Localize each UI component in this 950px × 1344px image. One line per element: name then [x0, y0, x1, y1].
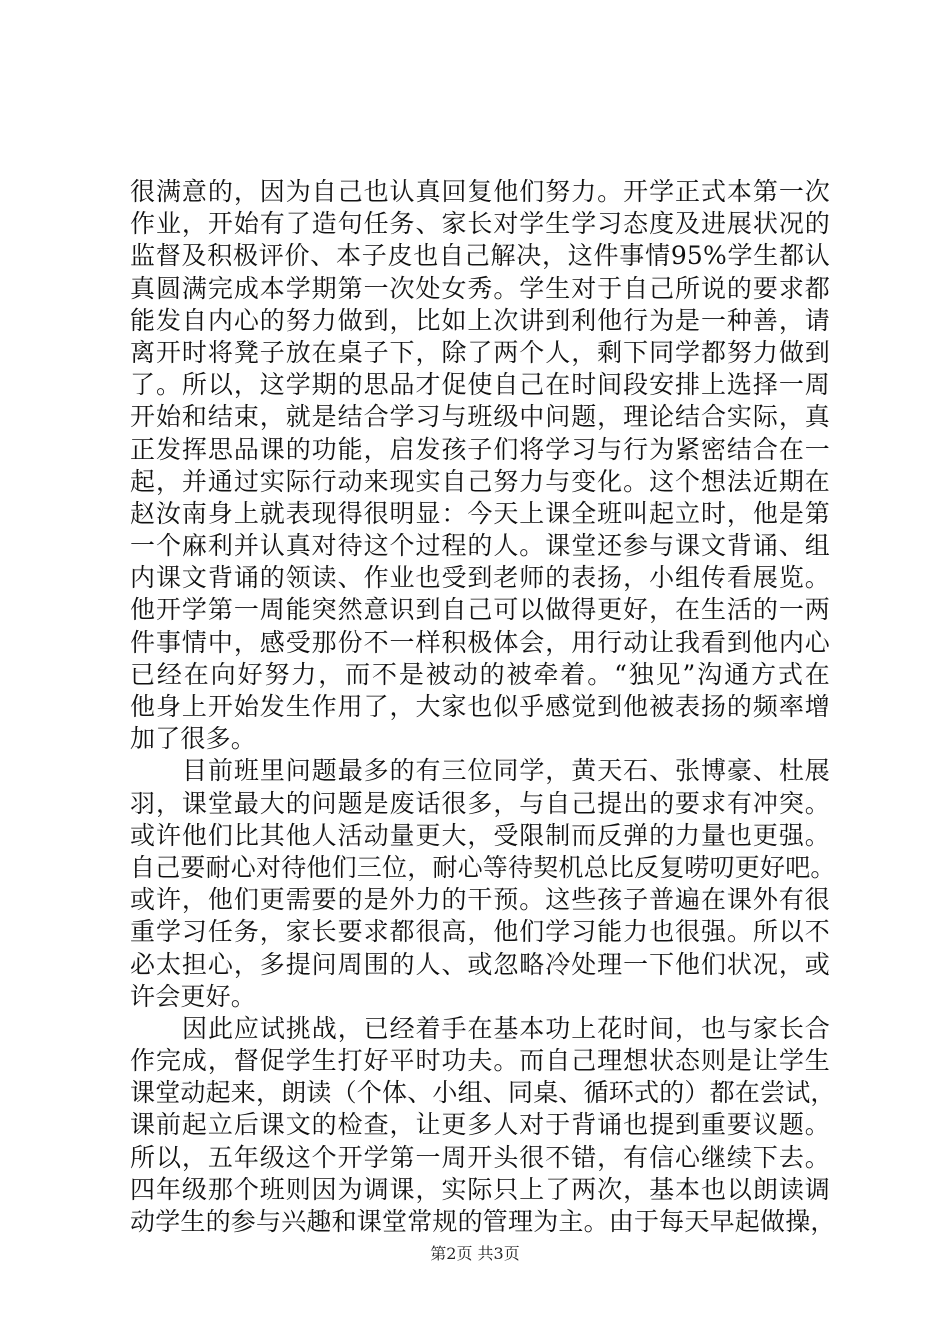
text-line: 他开学第一周能突然意识到自己可以做得更好，在生活的一两	[130, 595, 830, 625]
paragraph-start-line: 因此应试挑战，已经着手在基本功上花时间，也与家长合	[182, 1013, 830, 1043]
text-line: 一个麻利并认真对待这个过程的人。课堂还参与课文背诵、组	[130, 531, 830, 561]
text-line: 赵汝南身上就表现得很明显：今天上课全班叫起立时，他是第	[130, 498, 830, 528]
page-number-footer: 第2页 共3页	[430, 1244, 520, 1263]
text-line: 羽，课堂最大的问题是废话很多，与自己提出的要求有冲突。	[130, 788, 830, 818]
text-line: 课堂动起来，朗读（个体、小组、同桌、循环式的）都在尝试，	[130, 1078, 836, 1108]
text-line: 能发自内心的努力做到，比如上次讲到利他行为是一种善，请	[130, 305, 830, 335]
text-line: 了。所以，这学期的思品才促使自己在时间段安排上选择一周	[130, 370, 830, 400]
text-line: 必太担心，多提问周围的人、或忽略冷处理一下他们状况，或	[130, 949, 830, 979]
body-text	[130, 176, 836, 1238]
text-line: 或许他们比其他人活动量更大，受限制而反弹的力量也更强。	[130, 820, 830, 850]
text-line: 内课文背诵的领读、作业也受到老师的表扬，小组传看展览。	[130, 563, 830, 593]
text-line: 作完成，督促学生打好平时功夫。而自己理想状态则是让学生	[130, 1046, 830, 1076]
text-line: 自己要耐心对待他们三位，耐心等待契机总比反复唠叨更好吧。	[130, 852, 836, 882]
paragraph-end-line: 许会更好。	[130, 981, 257, 1011]
text-line: 很满意的，因为自己也认真回复他们努力。开学正式本第一次	[130, 177, 830, 206]
text-line: 重学习任务，家长要求都很高，他们学习能力也很强。所以不	[130, 917, 830, 947]
paragraph-end-line: 加了很多。	[130, 724, 257, 754]
text-line: 起，并通过实际行动来现实自己努力与变化。这个想法近期在	[130, 466, 830, 496]
text-line: 件事情中，感受那份不一样积极体会，用行动让我看到他内心	[130, 627, 830, 657]
text-line: 离开时将凳子放在桌子下，除了两个人，剩下同学都努力做到	[130, 337, 830, 367]
text-line: 他身上开始发生作用了，大家也似乎感觉到他被表扬的频率增	[130, 692, 830, 721]
paragraph-start-line: 目前班里问题最多的有三位同学，黄天石、张博豪、杜展	[182, 756, 830, 786]
text-line: 所以，五年级这个开学第一周开头很不错，有信心继续下去。	[130, 1142, 830, 1172]
text-line: 已经在向好努力，而不是被动的被牵着。“独见”沟通方式在	[130, 659, 830, 689]
text-line: 真圆满完成本学期第一次处女秀。学生对于自己所说的要求都	[130, 273, 830, 303]
text-line: 开始和结束，就是结合学习与班级中问题，理论结合实际，真	[130, 402, 830, 432]
text-line: 监督及积极评价、本子皮也自己解决，这件事情95%学生都认	[130, 241, 830, 271]
text-line: 四年级那个班则因为调课，实际只上了两次，基本也以朗读调	[130, 1174, 830, 1204]
text-line: 课前起立后课文的检查，让更多人对于背诵也提到重要议题。	[130, 1110, 830, 1140]
text-line: 作业，开始有了造句任务、家长对学生学习态度及进展状况的	[130, 209, 830, 239]
text-line: 动学生的参与兴趣和课堂常规的管理为主。由于每天早起做操，	[130, 1207, 836, 1236]
text-line: 或许，他们更需要的是外力的干预。这些孩子普遍在课外有很	[130, 885, 830, 915]
text-line: 正发挥思品课的功能，启发孩子们将学习与行为紧密结合在一	[130, 434, 830, 464]
